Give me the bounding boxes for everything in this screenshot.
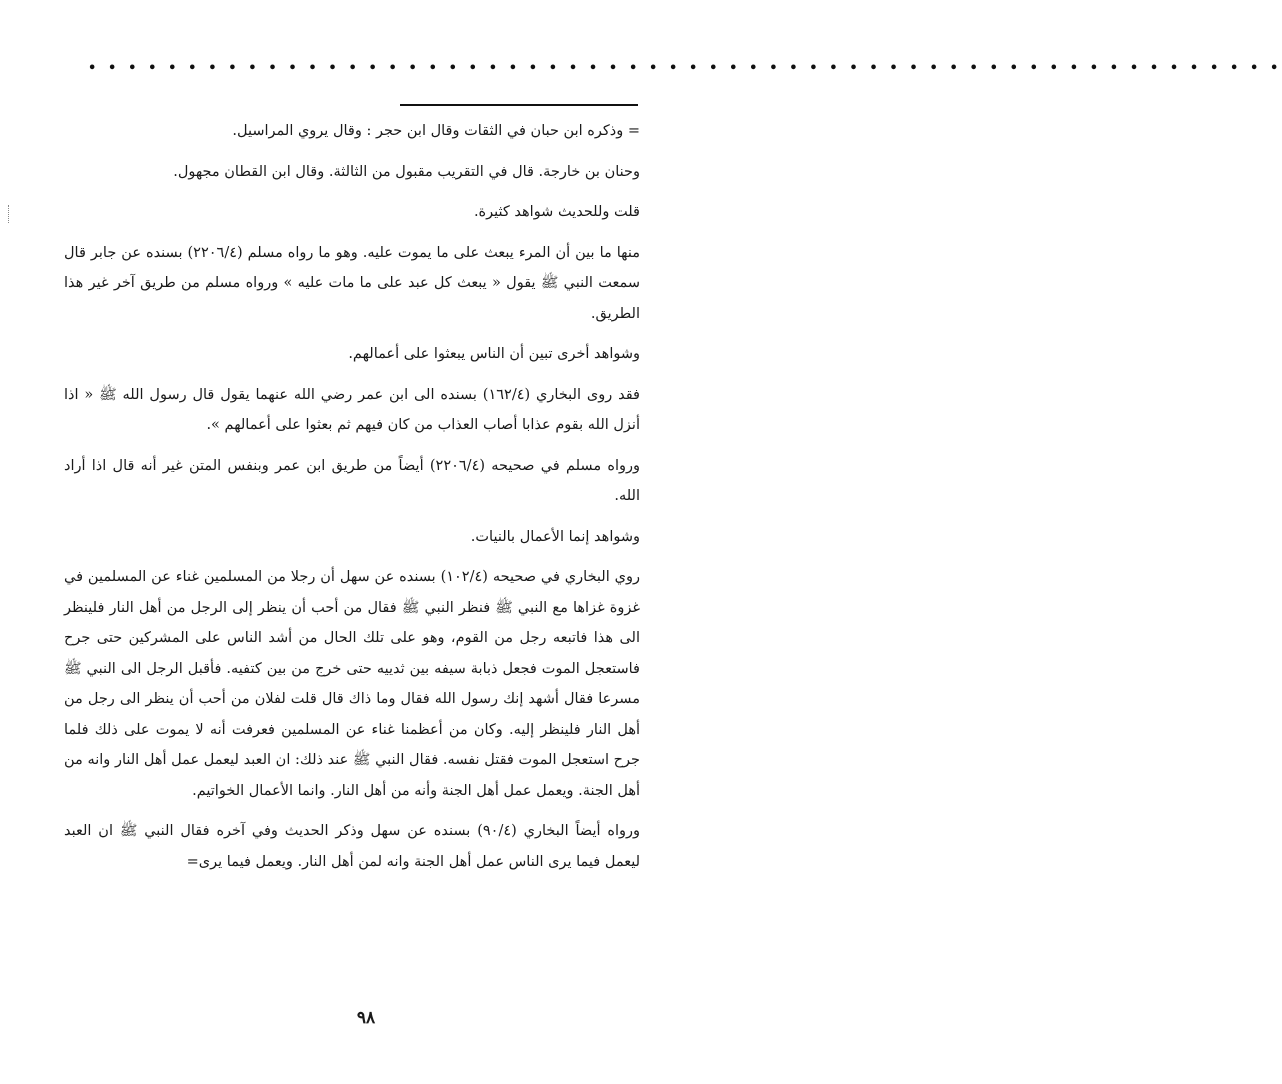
page-number: ٩٨: [356, 1008, 376, 1028]
paragraph-narrator: وحنان بن خارجة. قال في التقريب مقبول من الثالثة. وقال ابن القطان مجهول.: [173, 163, 640, 180]
paragraph-muslim-second: ورواه مسلم في صحيحه (٢٢٠٦/٤) أيضاً من طريق ابن عمر وبنفس المتن غير أنه قال اذا أراد الله.: [64, 457, 641, 504]
paragraph-intentions-heading: وشواهد إنما الأعمال بالنيات.: [470, 528, 640, 545]
paragraph-bukhari-narration: فقد روى البخاري (١٦٢/٤) بسنده الى ابن عمر رضي الله عنهما يقول قال رسول الله ﷺ « اذا أنزل الله بقوم عذابا أصاب العذاب من كان فيهم ثم بعثوا على أعمالهم ».: [64, 386, 640, 433]
page-text: [64, 116, 640, 877]
margin-mark: [8, 205, 11, 223]
paragraph-sahl-hadith: روي البخاري في صحيحه (١٠٢/٤) بسنده عن سهل أن رجلا من المسلمين غناء عن المسلمين في غزوة غزاها مع النبي ﷺ فنظر النبي ﷺ فقال من أحب أن ينظر إلى الرجل من أهل النار فلينظر الى هذا فاتبعه رجل من القوم، وهو على تلك الحال من أشد الناس على المشركين حتى جرح فاستعجل الموت فجعل ذبابة سيفه بين ثدييه حتى خرج من بين كتفيه. فأقبل الرجل الى النبي ﷺ مسرعا فقال أشهد إنك رسول الله فقال وما ذاك قال قلت لفلان من أحب أن ينظر الى رجل من أهل النار فلينظر إليه. وكان من أعظمنا غناء عن المسلمين فعرفت أنه لا يموت على ذلك فلما جرح استعجل الموت فقتل نفسه. فقال النبي ﷺ عند ذلك: ان العبد ليعمل عمل أهل النار وانه من أهل الجنة. ويعمل عمل أهل الجنة وأنه من أهل النار. وانما الأعمال الخواتيم.: [64, 569, 640, 799]
paragraph-muslim-narration: منها ما بين أن المرء يبعث على ما يموت عليه. وهو ما رواه مسلم (٢٢٠٦/٤) بسنده عن جابر قال سمعت النبي ﷺ يقول « يبعث كل عبد على ما مات عليه » ورواه مسلم من طريق آخر غير هذا الطريق.: [64, 244, 640, 322]
paragraph-evidence-heading: وشواهد أخرى تبين أن الناس يبعثوا على أعمالهم.: [348, 346, 640, 362]
footnote-rule: [400, 104, 638, 106]
paragraph-footnote-continuation: = وذكره ابن حبان في الثقات وقال ابن حجر : وقال يروي المراسيل.: [232, 123, 640, 139]
paragraph-bukhari-second: ورواه أيضاً البخاري (٩٠/٤) بسنده عن سهل وذكر الحديث وفي آخره فقال النبي ﷺ ان العبد ليعمل فيما يرى الناس عمل أهل الجنة وانه لمن أهل النار. ويعمل فيما يرى=: [64, 823, 641, 870]
paragraph-note: قلت وللحديث شواهد كثيرة.: [473, 204, 640, 220]
dotted-separator: • • • • • • • • • • • • • • • • • • • • • • • • • • • • • • • • • • • • • • • • • • • • • • • • • • • • • • • • • • • •: [88, 61, 1282, 76]
